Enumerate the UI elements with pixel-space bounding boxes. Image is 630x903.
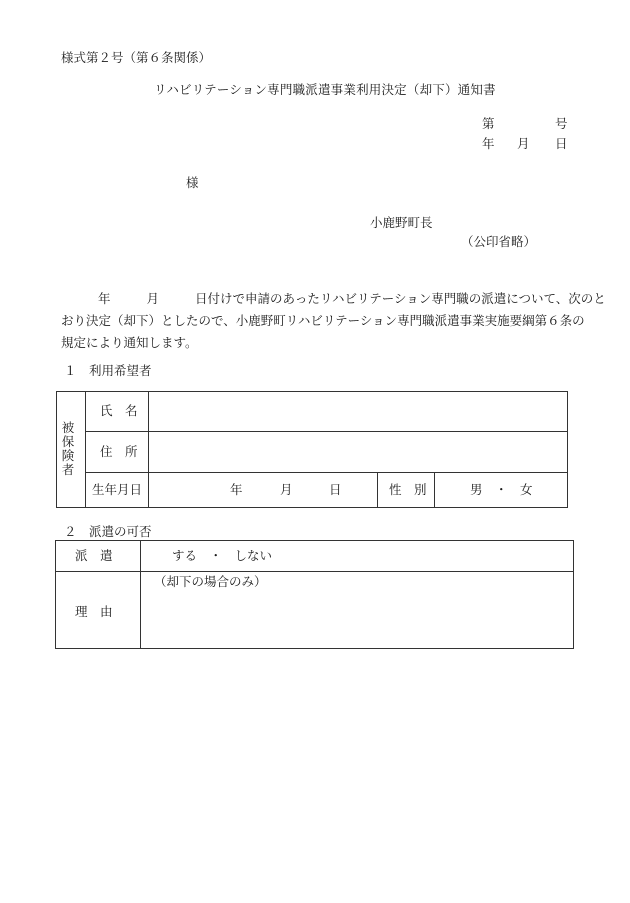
birth-day: 日	[329, 482, 342, 497]
doc-date-year: 年	[482, 136, 495, 151]
section1-heading: １ 利用希望者	[64, 363, 152, 378]
table1-top-border	[56, 391, 568, 392]
dispatch-label: 派 遣	[75, 548, 113, 563]
section2-heading: ２ 派遣の可否	[64, 524, 152, 539]
body-line-2: おり決定（却下）としたので、小鹿野町リハビリテーション専門職派遣事業実施要綱第６条の	[61, 313, 585, 328]
body-line-3: 規定により通知します。	[61, 335, 198, 350]
table2-label-divider	[140, 540, 141, 649]
body-line-1	[61, 288, 606, 310]
form-id: 様式第２号（第６条関係）	[61, 50, 212, 65]
reason-note: （却下の場合のみ）	[154, 574, 267, 589]
seal-note: （公印省略）	[461, 234, 537, 249]
table1-row-divider-2	[85, 472, 568, 473]
birthdate-label: 生年月日	[92, 482, 143, 497]
doc-number-dai: 第	[482, 116, 495, 131]
table1-row-divider-1	[85, 431, 568, 432]
sex-options: 男 ・ 女	[470, 482, 533, 497]
issuer-mayor: 小鹿野町長	[370, 215, 433, 230]
body-month: 月	[146, 291, 160, 306]
table1-sex-label-right	[434, 472, 435, 508]
table1-left-border	[56, 391, 57, 508]
doc-number-go: 号	[555, 116, 568, 131]
table1-bottom-border	[56, 507, 568, 508]
doc-date-month: 月	[517, 136, 530, 151]
birth-year: 年	[230, 482, 243, 497]
body-year: 年	[98, 291, 111, 306]
sex-label: 性 別	[389, 482, 427, 497]
insured-label: 被保険者	[61, 420, 75, 477]
table1-sex-label-left	[377, 472, 378, 508]
reason-label: 理 由	[75, 604, 113, 619]
table1-right-border	[567, 391, 568, 508]
table2-row-divider	[55, 571, 574, 572]
doc-date-day: 日	[555, 136, 568, 151]
dispatch-options: する ・ しない	[172, 548, 273, 563]
address-label: 住 所	[100, 444, 138, 459]
body-line-1-text: 日付けで申請のあったリハビリテーション専門職の派遣について、次のと	[195, 291, 606, 306]
table2-bottom-border	[55, 648, 574, 649]
birth-month: 月	[280, 482, 293, 497]
table1-group-divider	[85, 391, 86, 508]
name-label: 氏 名	[100, 403, 138, 418]
addressee-honorific: 様	[186, 175, 199, 190]
table2-left-border	[55, 540, 56, 649]
table2-top-border	[55, 540, 574, 541]
body-paragraph	[61, 288, 606, 354]
document-title: リハビリテーション専門職派遣事業利用決定（却下）通知書	[154, 82, 496, 97]
table2-right-border	[573, 540, 574, 649]
table1-label-divider	[148, 391, 149, 508]
